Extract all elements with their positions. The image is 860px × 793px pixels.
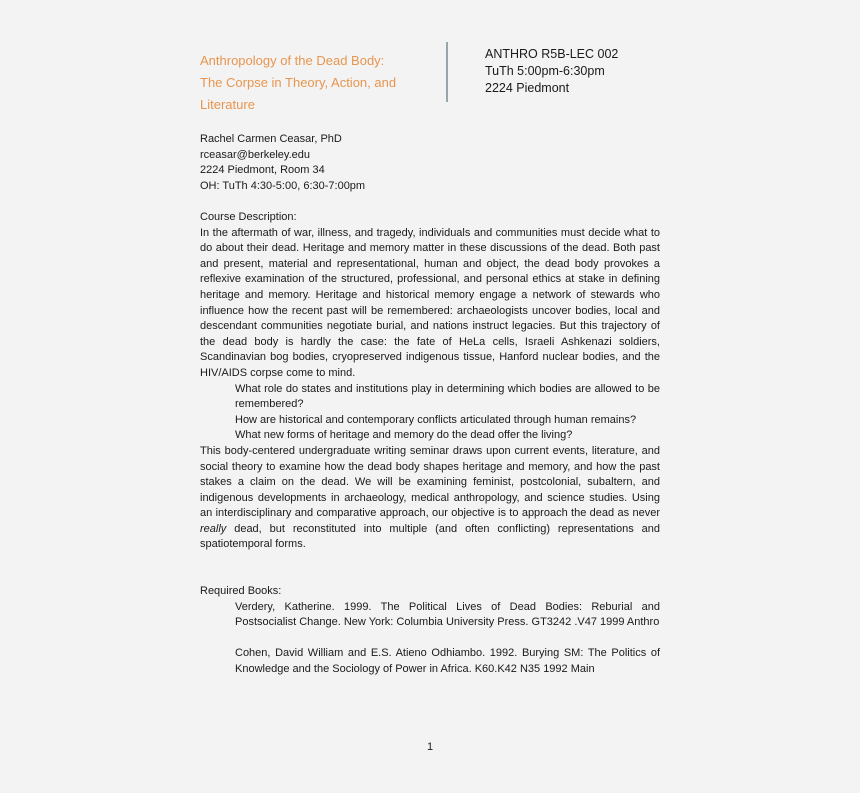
required-books-label: Required Books: [200,585,282,598]
page-number: 1 [426,741,434,753]
syllabus-body [200,210,660,678]
instructor-email: rceasar@berkeley.edu [200,148,311,161]
course-location: 2224 Piedmont [485,81,570,95]
course-code: ANTHRO R5B-LEC 002 [485,47,619,61]
title-line-3: Literature [200,97,255,112]
header-divider [446,42,448,102]
instructor-office: 2224 Piedmont, Room 34 [200,164,325,177]
instructor-name: Rachel Carmen Ceasar, PhD [200,133,342,145]
question-item: What role do states and institutions play in determining which bodies are allowed to be remembered? [235,382,660,411]
course-info [485,46,618,97]
paragraph-2-text-a: This body-centered undergraduate writing seminar draws upon current events, literature, and social theory to examine how the dead body shapes heritage and memory, and how the past stakes a claim on the dead. We will be examining feminist, postcolonial, subaltern, and indigenous developments in archaeology, medical anthropology, and science studies. Using an interdisciplinary and comparative approach, our objective is to approach the dead as never [200,444,660,520]
course-schedule: TuTh 5:00pm-6:30pm [485,64,605,78]
course-description-paragraph-1: In the aftermath of war, illness, and tragedy, individuals and communities must decide what to do about their dead. Heritage and memory matter in these discussions of the dead. Both past and present, material and representational, human and object, the dead body provokes a reflexive examination of the structured, professional, and personal ethics at stake in defining heritage and memory. Heritage and historical memory engage a network of stewards who influence how the recent past will be remembered: archaeologists uncover bodies, local and descendant communities negotiate burial, and nations instruct legacies. But this trajectory of the dead body is hardly the case: the fate of HeLa cells, Israeli Ashkenazi soldiers, Scandinavian bog bodies, cryopreserved indigenous tissue, Hanford nuclear bodies, and the HIV/AIDS corpse come to mind. [200,226,660,379]
course-description-label: Course Description: [200,211,297,223]
office-hours: OH: TuTh 4:30-5:00, 6:30-7:00pm [200,179,366,192]
question-item: What new forms of heritage and memory do the dead offer the living? [235,429,573,442]
paragraph-2-emphasis: really [200,522,227,535]
instructor-contact [200,132,365,194]
title-line-2: The Corpse in Theory, Action, and [200,75,397,90]
title-line-1: Anthropology of the Dead Body: [200,53,385,68]
course-description-paragraph-2 [200,444,660,553]
book-entry: Verdery, Katherine. 1999. The Political Lives of Dead Bodies: Reburial and Postsocialist Change. New York: Columbia University Press. GT3242 .V47 1999 Anthro [235,600,660,629]
section-spacer [200,553,660,584]
question-item: How are historical and contemporary conflicts articulated through human remains? [235,413,637,426]
paragraph-2-text-b: dead, but reconstituted into multiple (and often conflicting) representations and spatiotemporal forms. [200,522,660,551]
book-entry: Cohen, David William and E.S. Atieno Odhiambo. 1992. Burying SM: The Politics of Knowledge and the Sociology of Power in Africa. K60.K42 N35 1992 Main [235,647,660,676]
course-title [200,50,430,116]
